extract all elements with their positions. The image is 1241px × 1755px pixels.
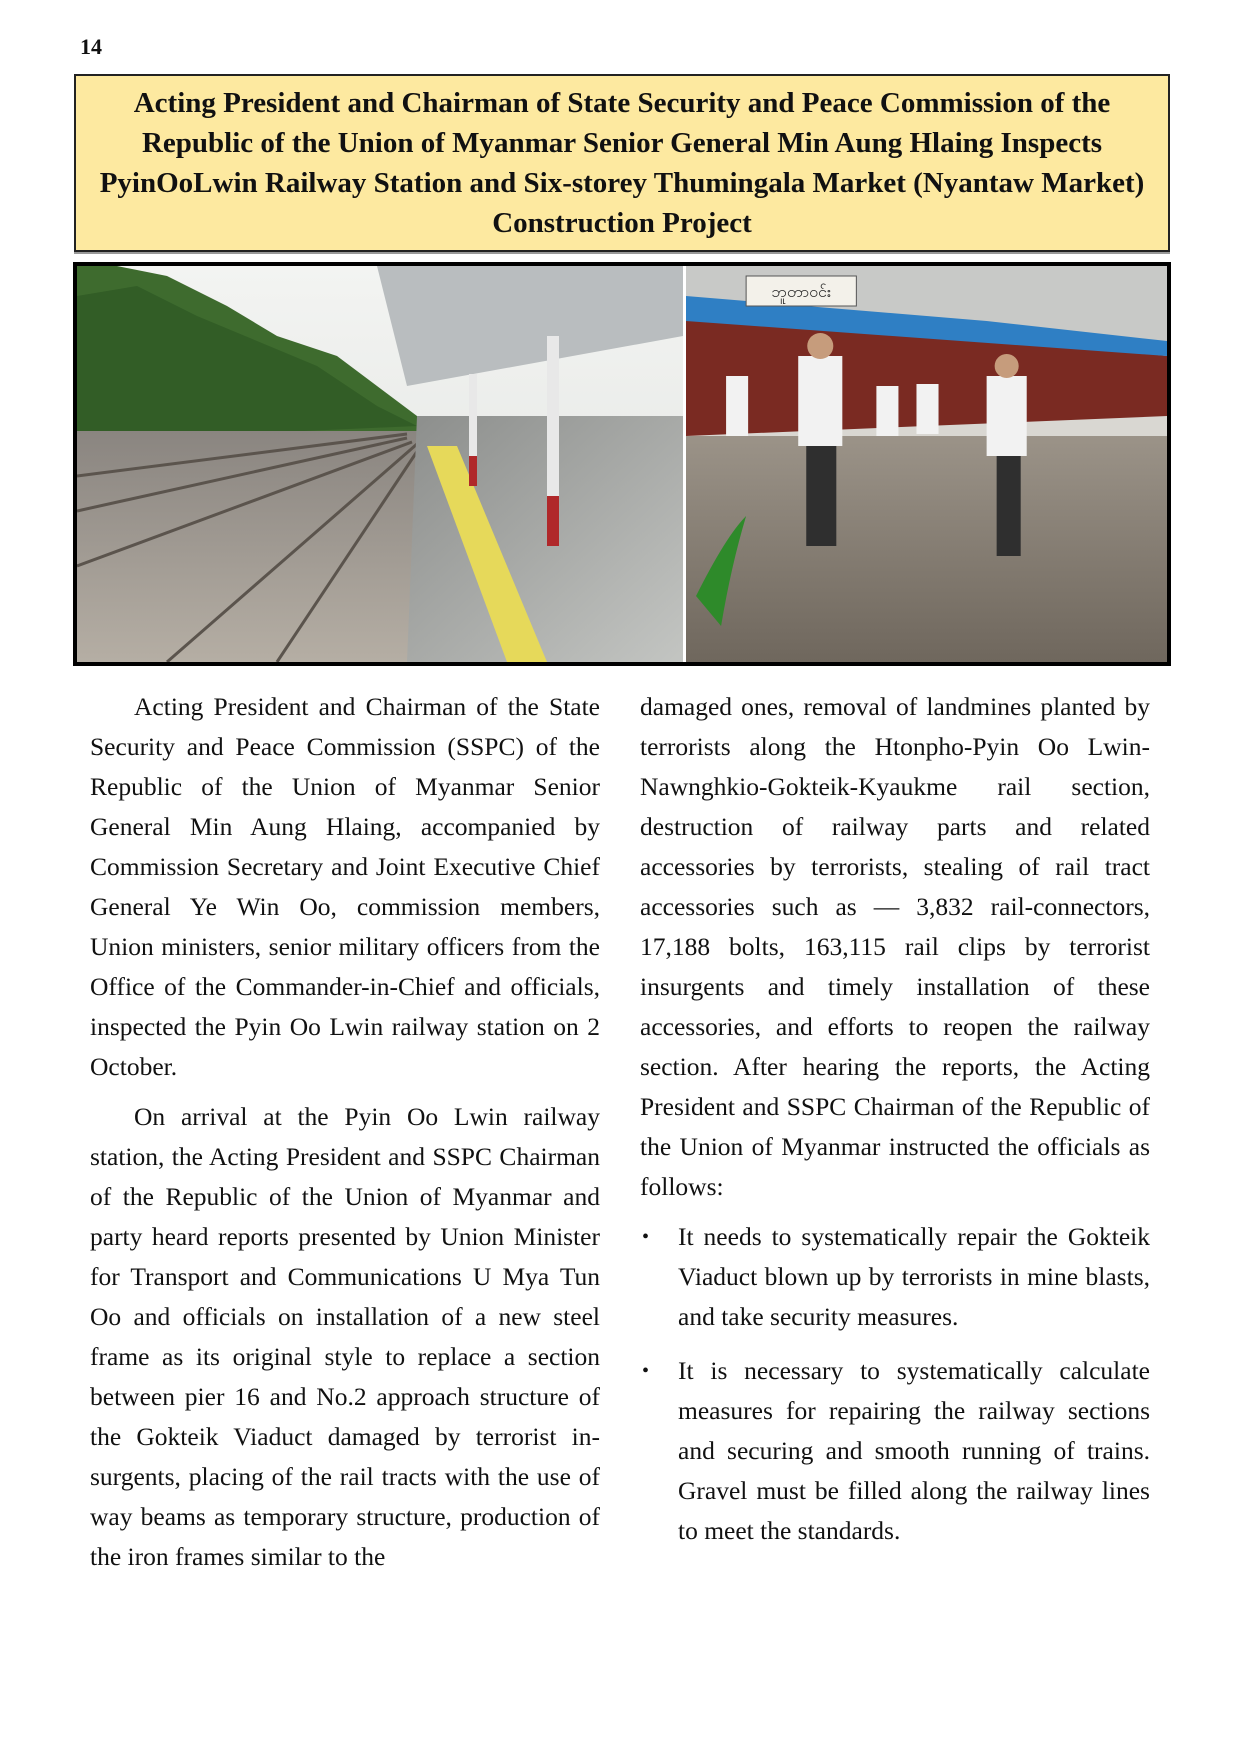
article-column-right bbox=[640, 687, 1150, 1565]
photo-frame bbox=[73, 262, 1171, 666]
list-item bbox=[640, 1217, 1150, 1337]
instructions-list bbox=[640, 1217, 1150, 1551]
paragraph: On arrival at the Pyin Oo Lwin railway station, the Acting President and SSPC Chairman of the Republic of the Union of Myanmar and party heard reports presented by Union Minister for Transport and Communications U Mya Tun Oo and officials on installation of a new steel frame as its original style to replace a section between pier 16 and No.2 approach structure of the Gokteik Viaduct damaged by terrorist insurgents, placing of the rail tracts with the use of way beams as temporary structure, production of the iron frames similar to the bbox=[90, 1102, 600, 1571]
railway-tracks-image bbox=[77, 266, 683, 662]
list-item-text: It needs to systematically repair the Gokteik Viaduct blown up by terrorists in mine blasts, and take security measures. bbox=[678, 1222, 1150, 1331]
page-number: 14 bbox=[80, 34, 102, 59]
list-item bbox=[640, 1351, 1150, 1551]
bullet-icon: • bbox=[642, 1360, 650, 1382]
article-column-left bbox=[90, 687, 600, 1587]
paragraph: damaged ones, removal of landmines planted by terrorists along the Htonpho-Pyin Oo Lwin-Nawnghkio-Gokteik-Kyaukme rail section, destruction of railway parts and related accessories by terrorists, stealing of rail tract accessories such as — 3,832 rail-connectors, 17,188 bolts, 163,115 rail clips by terrorist insurgents and timely installation of these accessories, and efforts to reopen the railway section. After hearing the reports, the Acting President and SSPC Chairman of the Republic of the Union of Myanmar instructed the officials as follows: bbox=[640, 692, 1150, 1201]
photo-railway-tracks bbox=[77, 266, 686, 662]
article-title: Acting President and Chairman of State Security and Peace Commission of the Republic of the Union of Myanmar Senior General Min Aung Hlaing Inspects PyinOoLwin Railway Station and Six-storey Thumingala Market (Nyantaw Market) Construction Project bbox=[99, 87, 1145, 239]
article-title-box bbox=[74, 74, 1170, 252]
station-inspection-image bbox=[686, 266, 1167, 662]
list-item-text: It is necessary to systematically calculate measures for repairing the railway sections and securing and smooth running of trains. Gravel must be filled along the railway lines to meet the standards. bbox=[678, 1356, 1150, 1545]
photo-station-inspection bbox=[686, 266, 1167, 662]
bullet-icon: • bbox=[642, 1226, 650, 1248]
paragraph: Acting President and Chairman of the State Security and Peace Commission (SSPC) of the Republic of the Union of Myanmar Senior General Min Aung Hlaing, accompanied by Commission Secretary and Joint Executive Chief General Ye Win Oo, commission members, Union ministers, senior military officers from the Office of the Commander-in-Chief and officials, inspected the Pyin Oo Lwin railway station on 2 October. bbox=[90, 692, 600, 1081]
station-sign-text: ဘူတာဝင်း bbox=[771, 282, 832, 301]
